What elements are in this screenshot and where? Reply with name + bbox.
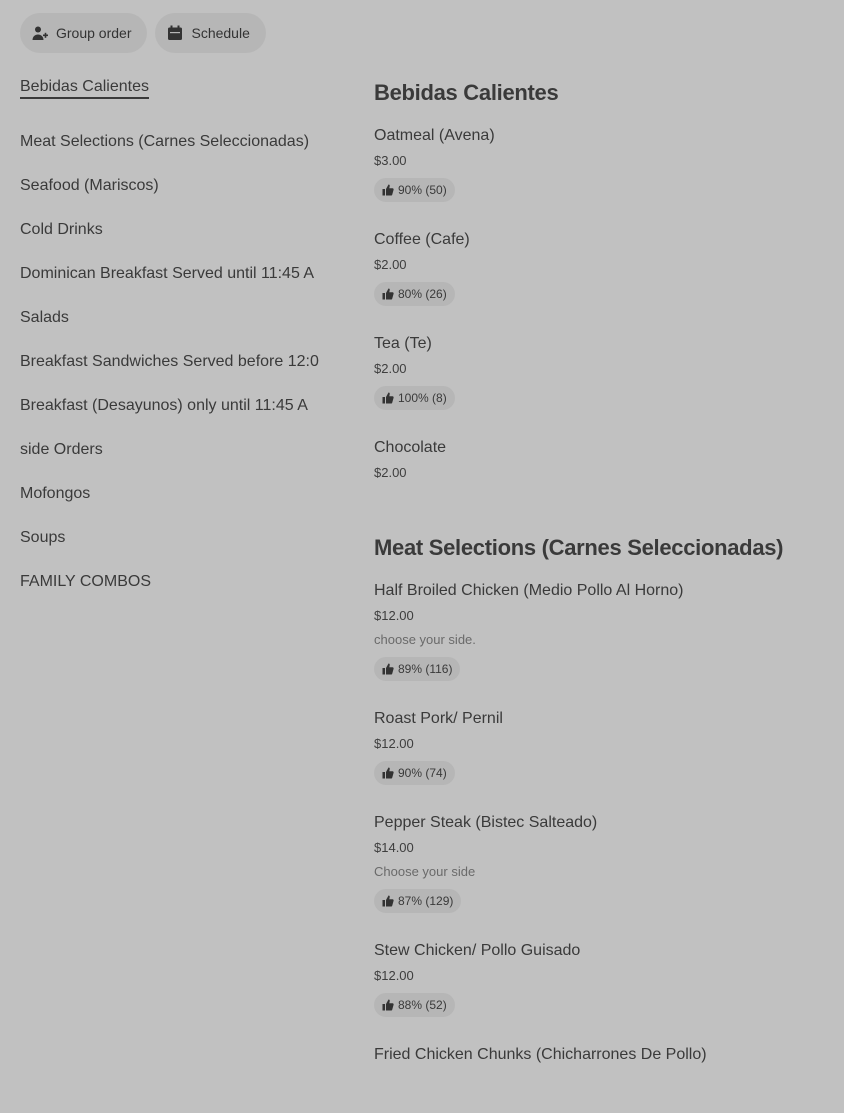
top-toolbar (20, 13, 266, 53)
thumbs-up-icon (382, 663, 394, 675)
sidebar-item-dominican-breakfast[interactable] (20, 252, 326, 296)
item-name: Coffee (Cafe) (374, 231, 470, 248)
thumbs-up-icon (382, 999, 394, 1011)
item-price: $12.00 (374, 608, 414, 623)
rating-badge (374, 761, 455, 785)
item-name: Half Broiled Chicken (Medio Pollo Al Horno) (374, 582, 684, 599)
sidebar-item-salads[interactable] (20, 296, 326, 340)
sidebar-item-label: Breakfast (Desayunos) only until 11:45 A (20, 397, 308, 414)
item-name: Oatmeal (Avena) (374, 127, 495, 144)
sidebar-item-label: Breakfast Sandwiches Served before 12:0 (20, 353, 319, 370)
schedule-button[interactable] (155, 13, 265, 53)
calendar-icon (167, 25, 183, 41)
item-price: $2.00 (374, 257, 407, 272)
item-name: Fried Chicken Chunks (Chicharrones De Pollo) (374, 1046, 707, 1063)
menu-item[interactable] (374, 1043, 834, 1067)
rating-badge (374, 993, 455, 1017)
rating-text: 80% (26) (398, 287, 447, 301)
sidebar-item-breakfast-sandwiches[interactable] (20, 340, 326, 384)
sidebar-item-meat-selections[interactable] (20, 120, 326, 164)
rating-badge (374, 386, 455, 410)
thumbs-up-icon (382, 184, 394, 196)
item-price: $3.00 (374, 153, 407, 168)
rating-badge (374, 282, 455, 306)
rating-text: 100% (8) (398, 391, 447, 405)
category-sidebar (20, 76, 326, 604)
sidebar-item-label: Cold Drinks (20, 221, 103, 238)
rating-text: 87% (129) (398, 894, 454, 908)
menu-item[interactable] (374, 332, 834, 410)
thumbs-up-icon (382, 288, 394, 300)
menu-item[interactable] (374, 579, 834, 681)
sidebar-item-label: Mofongos (20, 485, 91, 502)
item-price: $12.00 (374, 736, 414, 751)
rating-badge (374, 889, 461, 913)
sidebar-item-cold-drinks[interactable] (20, 208, 326, 252)
menu-item[interactable] (374, 228, 834, 306)
sidebar-item-label: Salads (20, 309, 69, 326)
sidebar-item-label: Bebidas Calientes (20, 78, 149, 99)
menu-item[interactable] (374, 707, 834, 785)
rating-text: 90% (50) (398, 183, 447, 197)
item-price: $12.00 (374, 968, 414, 983)
add-person-icon (32, 25, 48, 41)
sidebar-item-label: side Orders (20, 441, 103, 458)
item-name: Pepper Steak (Bistec Salteado) (374, 814, 598, 831)
sidebar-item-label: Dominican Breakfast Served until 11:45 A (20, 265, 315, 282)
item-name: Roast Pork/ Pernil (374, 710, 503, 727)
schedule-label: Schedule (191, 25, 250, 41)
sidebar-item-family-combos[interactable] (20, 560, 326, 604)
item-name: Tea (Te) (374, 335, 432, 352)
rating-text: 88% (52) (398, 998, 447, 1012)
section-title: Bebidas Calientes (374, 80, 559, 105)
menu-item[interactable] (374, 124, 834, 202)
item-price: $14.00 (374, 840, 414, 855)
thumbs-up-icon (382, 392, 394, 404)
item-name: Chocolate (374, 439, 447, 456)
rating-text: 89% (116) (398, 662, 453, 676)
menu-content (374, 76, 834, 1113)
thumbs-up-icon (382, 767, 394, 779)
sidebar-item-label: Soups (20, 529, 66, 546)
sidebar-item-seafood[interactable] (20, 164, 326, 208)
thumbs-up-icon (382, 895, 394, 907)
item-price: $2.00 (374, 361, 407, 376)
sidebar-item-soups[interactable] (20, 516, 326, 560)
sidebar-item-breakfast-desayunos[interactable] (20, 384, 326, 428)
rating-badge (374, 657, 460, 681)
item-description: choose your side. (374, 632, 476, 647)
sidebar-item-mofongos[interactable] (20, 472, 326, 516)
menu-item[interactable] (374, 811, 834, 913)
sidebar-item-bebidas-calientes[interactable] (20, 76, 326, 100)
rating-badge (374, 178, 455, 202)
group-order-button[interactable] (20, 13, 147, 53)
item-description: Choose your side (374, 864, 476, 879)
section-title: Meat Selections (Carnes Seleccionadas) (374, 535, 784, 560)
rating-text: 90% (74) (398, 766, 447, 780)
item-price: $2.00 (374, 465, 407, 480)
menu-section-meat-selections (374, 531, 834, 1067)
sidebar-item-label: Meat Selections (Carnes Seleccionadas) (20, 133, 310, 150)
item-name: Stew Chicken/ Pollo Guisado (374, 942, 581, 959)
sidebar-item-label: FAMILY COMBOS (20, 573, 151, 590)
group-order-label: Group order (56, 25, 132, 41)
menu-item[interactable] (374, 436, 834, 485)
menu-section-bebidas-calientes (374, 76, 834, 485)
sidebar-item-label: Seafood (Mariscos) (20, 177, 159, 194)
menu-item[interactable] (374, 939, 834, 1017)
sidebar-item-side-orders[interactable] (20, 428, 326, 472)
